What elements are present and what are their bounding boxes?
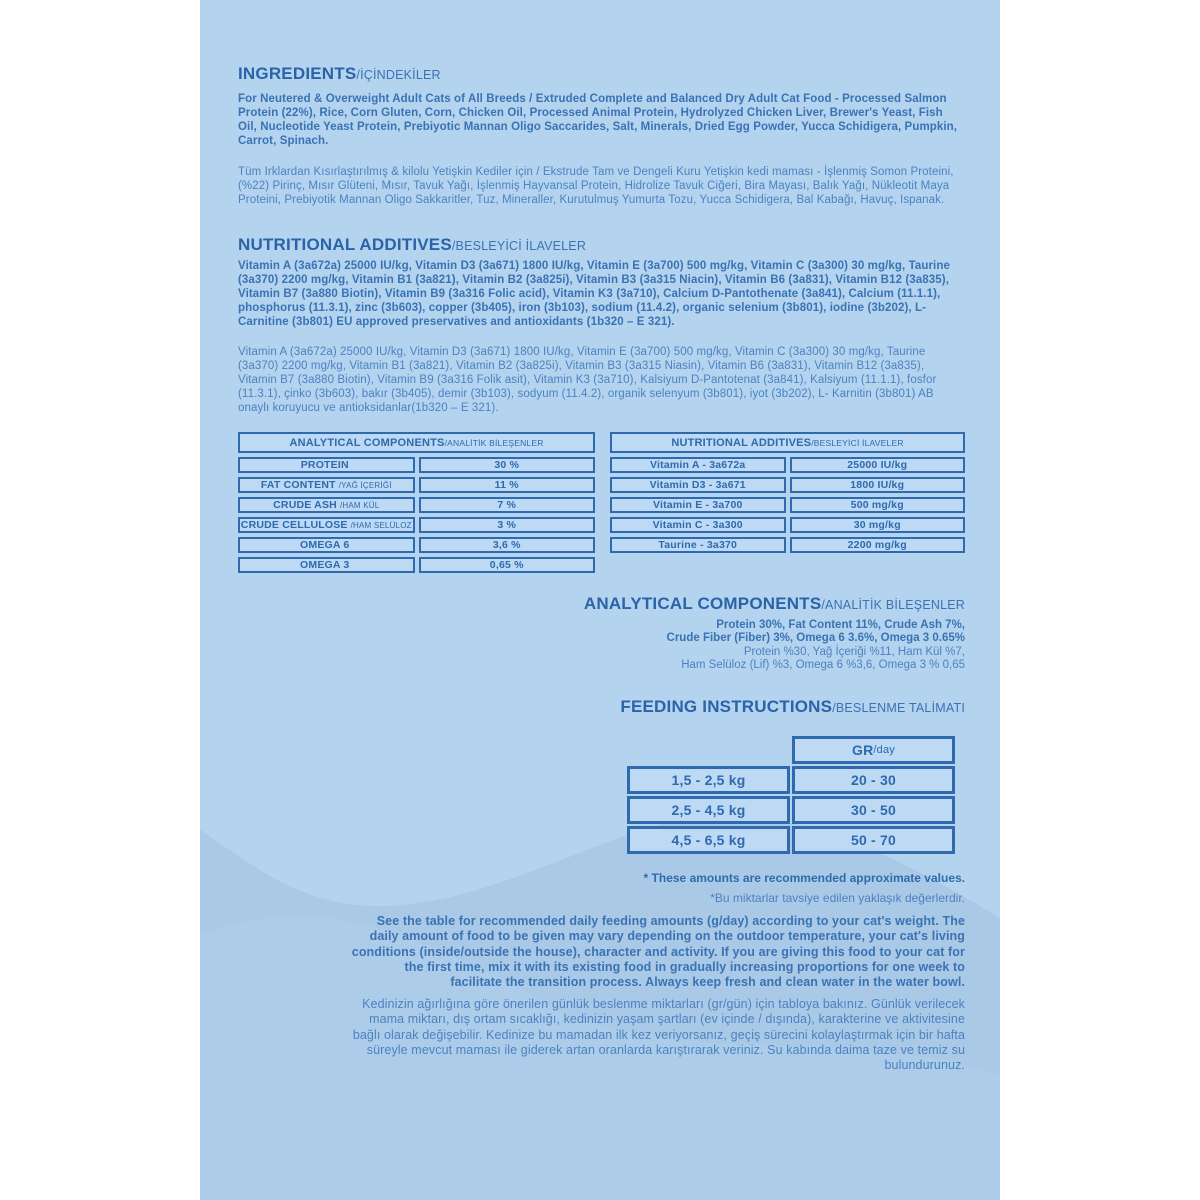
analytical-table-header [238, 432, 595, 453]
feeding-table-amount-header [792, 736, 955, 764]
vitamin-value: 30 mg/kg [790, 517, 966, 533]
ingredients-paragraph-en: For Neutered & Overweight Adult Cats of All Breeds / Extruded Complete and Balanced Dry Adult Cat Food - Processed Salmon Protein (22%), Rice, Corn Gluten, Corn, Chicken Oil, Processed Animal Protein, Hydrolyzed Chicken Liver, Brewer's Yeast, Fish Oil, Nucleotide Yeast Protein, Prebiyotic Mannan Oligo Saccarides, Salt, Minerals, Dried Egg Powder, Yucca Schidigera, Pumpkin, Carrot, Spinach. [238, 93, 958, 147]
label-panel [200, 0, 1000, 1200]
analytical-table-subtitle: /ANALİTİK BİLEŞENLER [444, 437, 544, 448]
component-label: OMEGA 6 [238, 537, 415, 553]
feeding-title: FEEDING INSTRUCTIONS [620, 697, 833, 716]
ingredients-paragraph-tr: Tüm Irklardan Kısırlaştırılmış & kilolu Yetişkin Kediler için / Ekstrude Tam ve Dengeli Kuru Yetişkin kedi maması - İşlenmiş Somon Proteini, (%22) Pirinç, Mısır Glüteni, Mısır, Tavuk Yağı, İşlenmiş Hayvansal Protein, Hidrolize Tavuk Ciğeri, Bira Mayası, Balık Yağı, Nükleotit Maya Proteini, Prebiyotik Mannan Oligo Sakkaritler, Tuz, Mineraller, Kurutulmuş Yumurta Tozu, Yucca Schidigera, Bal Kabağı, Havuç, Ispanak. [238, 166, 954, 206]
component-label: CRUDE ASH /HAM KÜL [238, 497, 415, 513]
ingredients-title: INGREDIENTS [238, 64, 357, 83]
table-row [238, 457, 595, 473]
additives-title: NUTRITIONAL ADDITIVES [238, 235, 452, 254]
table-row [238, 537, 595, 553]
analytical-table-title: ANALYTICAL COMPONENTS [289, 436, 445, 449]
component-value: 0,65 % [419, 557, 596, 573]
component-label: PROTEIN [238, 457, 415, 473]
feeding-paragraph-en: See the table for recommended daily feeding amounts (g/day) according to your cat's weight. The daily amount of food to be given may vary depending on the outdoor temperature, your cat's living conditions (inside/outside the house), character and activity. If you are giving this food to your cat for the first time, mix it with its existing food in gradually increasing proportions for one week to facilitate the transition process. Always keep fresh and clean water in the water bowl. [351, 914, 965, 990]
analytical-summary-en [238, 619, 965, 644]
additives-paragraph-tr: Vitamin A (3a672a) 25000 IU/kg, Vitamin D3 (3a671) 1800 IU/kg, Vitamin E (3a700) 500 mg/kg, Vitamin C (3a300) 30 mg/kg, Taurine (3a370) 2200 mg/kg, Vitamin B1 (3a821), Vitamin B2 (3a825i), Vitamin B3 (3a315 Niasin), Vitamin B6 (3a831), Vitamin B12 (3a835), Vitamin B7 (3a880 Biotin), Vitamin B9 (3a316 Folik asit), Vitamin K3 (3a710), Kalsiyum D-Pantotenat (3a841), Kalsiyum (11.1.1), fosfor (11.3.1), çinko (3b603), bakır (3b405), demir (3b103), sodyum (11.4.2), organik selenyum (3b801), iyot (3b202), L- Karnitin (3b801) AB onaylı koruyucu ve antioksidanlar(1b320 – E 321). [238, 346, 937, 414]
vitamin-label: Vitamin C - 3a300 [610, 517, 786, 533]
additives-paragraph-en: Vitamin A (3a672a) 25000 IU/kg, Vitamin D3 (3a671) 1800 IU/kg, Vitamin E (3a700) 500 mg/kg, Vitamin C (3a300) 30 mg/kg, Taurine (3a370) 2200 mg/kg, Vitamin B1 (3a821), Vitamin B2 (3a825i), Vitamin B3 (3a315 Niacin), Vitamin B6 (3a831), Vitamin B12 (3a835), Vitamin B7 (3a880 Biotin), Vitamin B9 (3a316 Folic acid), Vitamin K3 (3a710), Calcium D-Pantothenate (3a841), Calcium (11.1.1), phosphorus (11.3.1), zinc (3b603), copper (3b405), iron (3b103), sodium (11.4.2), organic selenium (3b801), iodine (3b202), L-Carnitine (3b801) EU approved preservatives and antioxidants (1b320 – E 321). [238, 260, 950, 328]
vitamin-value: 1800 IU/kg [790, 477, 966, 493]
feeding-table [627, 736, 955, 854]
vitamin-value: 2200 mg/kg [790, 537, 966, 553]
weight-range: 4,5 - 6,5 kg [627, 826, 790, 854]
analytical-summary-tr [238, 646, 965, 671]
amount-range: 20 - 30 [792, 766, 955, 794]
analytical-summary-subtitle: /ANALİTİK BİLEŞENLER [821, 598, 965, 612]
table-row [610, 457, 965, 473]
feeding-paragraph-tr: Kedinizin ağırlığına göre önerilen günlük beslenme miktarları (gr/gün) için tabloya bakınız. Günlük verilecek mama miktarı, dış ortam sıcaklığı, kedinizin yaşam şartları (ev içinde / dışında), karakterine ve aktivitesine bağlı olarak değişebilir. Kedinize bu mamadan ilk kez veriyorsanız, geçiş sürecini kolaylaştırmak için bir hafta süreyle mevcut maması ile giderek artan oranlarda karıştırarak veriniz. Su kabında daima taze ve temiz su bulundurunuz. [352, 997, 965, 1073]
component-label: CRUDE CELLULOSE /HAM SELÜLOZ [238, 517, 415, 533]
component-value: 3 % [419, 517, 596, 533]
component-label: FAT CONTENT /YAĞ İÇERİĞİ [238, 477, 415, 493]
additives-heading [238, 235, 586, 255]
additives-table-title: NUTRITIONAL ADDITIVES [671, 436, 812, 449]
table-row [610, 477, 965, 493]
table-row [610, 497, 965, 513]
table-row [238, 497, 595, 513]
component-value: 30 % [419, 457, 596, 473]
analytical-summary-title: ANALYTICAL COMPONENTS [583, 594, 822, 613]
additives-table-subtitle: /BESLEYİCİ İLAVELER [811, 437, 904, 448]
analytical-table [238, 432, 595, 573]
component-value: 7 % [419, 497, 596, 513]
table-row [238, 517, 595, 533]
feeding-row [627, 826, 955, 854]
component-value: 3,6 % [419, 537, 596, 553]
summary-line: Protein 30%, Fat Content 11%, Crude Ash 7%, [716, 619, 965, 631]
amount-range: 50 - 70 [792, 826, 955, 854]
weight-range: 2,5 - 4,5 kg [627, 796, 790, 824]
table-row [238, 477, 595, 493]
vitamin-label: Vitamin E - 3a700 [610, 497, 786, 513]
component-value: 11 % [419, 477, 596, 493]
ingredients-heading [238, 64, 441, 84]
analytical-summary-heading [238, 594, 965, 614]
per-day-label: /day [873, 744, 895, 756]
feeding-note-en: * These amounts are recommended approximate values. [643, 871, 965, 885]
component-label: OMEGA 3 [238, 557, 415, 573]
summary-line: Protein %30, Yağ İçeriği %11, Ham Kül %7, [743, 646, 965, 658]
gr-label: GR [852, 742, 874, 758]
vitamin-value: 25000 IU/kg [790, 457, 966, 473]
table-row [610, 537, 965, 553]
feeding-row [627, 796, 955, 824]
summary-line: Ham Selüloz (Lif) %3, Omega 6 %3,6, Omega 3 % 0,65 [681, 658, 965, 671]
table-row [238, 557, 595, 573]
vitamin-label: Vitamin A - 3a672a [610, 457, 786, 473]
feeding-note-tr: *Bu miktarlar tavsiye edilen yaklaşık değerlerdir. [710, 891, 965, 905]
additives-table [610, 432, 965, 553]
ingredients-subtitle: /İÇİNDEKİLER [356, 68, 441, 82]
feeding-table-header-row [627, 736, 955, 764]
amount-range: 30 - 50 [792, 796, 955, 824]
feeding-row [627, 766, 955, 794]
feeding-table-spacer [627, 736, 790, 764]
summary-line: Crude Fiber (Fiber) 3%, Omega 6 3.6%, Omega 3 0.65% [666, 631, 965, 644]
feeding-subtitle: /BESLENME TALİMATI [832, 701, 965, 715]
vitamin-label: Vitamin D3 - 3a671 [610, 477, 786, 493]
additives-subtitle: /BESLEYİCİ İLAVELER [451, 239, 587, 253]
vitamin-value: 500 mg/kg [790, 497, 966, 513]
vitamin-label: Taurine - 3a370 [610, 537, 786, 553]
table-row [610, 517, 965, 533]
feeding-heading [238, 697, 965, 717]
additives-table-header [610, 432, 965, 453]
weight-range: 1,5 - 2,5 kg [627, 766, 790, 794]
